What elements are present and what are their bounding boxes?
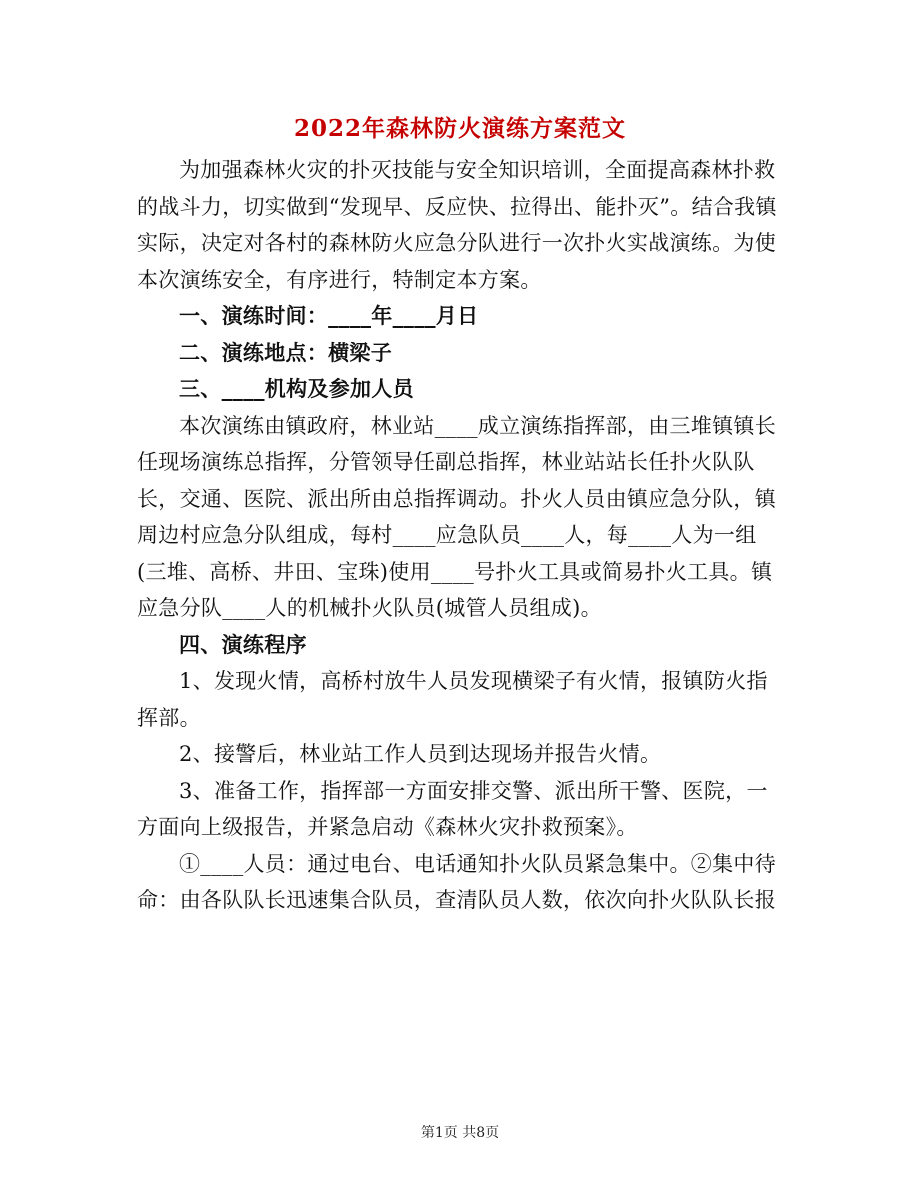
paragraph-step-3-detail: ①____人员：通过电台、电话通知扑火队员紧急集中。②集中待命：由各队队长迅速集合队员，查清队员人数，依次向扑火队队长报 (137, 851, 776, 912)
document-title: 2022年森林防火演练方案范文 (293, 115, 626, 142)
paragraph-step-2: 2、接警后，林业站工作人员到达现场并报告火情。 (179, 742, 662, 766)
heading-organization: 三、____机构及参加人员 (179, 376, 414, 401)
heading-time: 一、演练时间：____年____月日 (179, 303, 479, 328)
paragraph-organization: 本次演练由镇政府，林业站____成立演练指挥部，由三堆镇镇长任现场演练总指挥，分管领导任副总指挥，林业站站长任扑火队队长，交通、医院、派出所由总指挥调动。扑火人员由镇应急分队，镇周边村应急分队组成，每村____应急队员____人，每____人为一组(三堆、高桥、井田、宝珠)使用____号扑火工具或简易扑火工具。镇应急分队____人的机械扑火队员(城管人员组成)。 (137, 413, 776, 620)
paragraph-intro: 为加强森林火灾的扑灭技能与安全知识培训，全面提高森林扑救的战斗力，切实做到“发现早、反应快、拉得出、能扑灭”。结合我镇实际，决定对各村的森林防火应急分队进行一次扑火实战演练。为使本次演练安全，有序进行，特制定本方案。 (137, 158, 777, 292)
document-body (137, 152, 777, 919)
page-indicator: 第1页 共8页 (420, 1125, 500, 1141)
paragraph-step-1: 1、发现火情，高桥村放牛人员发现横梁子有火情，报镇防火指挥部。 (137, 669, 768, 730)
paragraph-step-3: 3、准备工作，指挥部一方面安排交警、派出所干警、医院，一方面向上级报告，并紧急启动《森林火灾扑救预案》。 (137, 778, 768, 839)
heading-procedure: 四、演练程序 (179, 631, 307, 657)
heading-location: 二、演练地点：横梁子 (179, 339, 392, 365)
